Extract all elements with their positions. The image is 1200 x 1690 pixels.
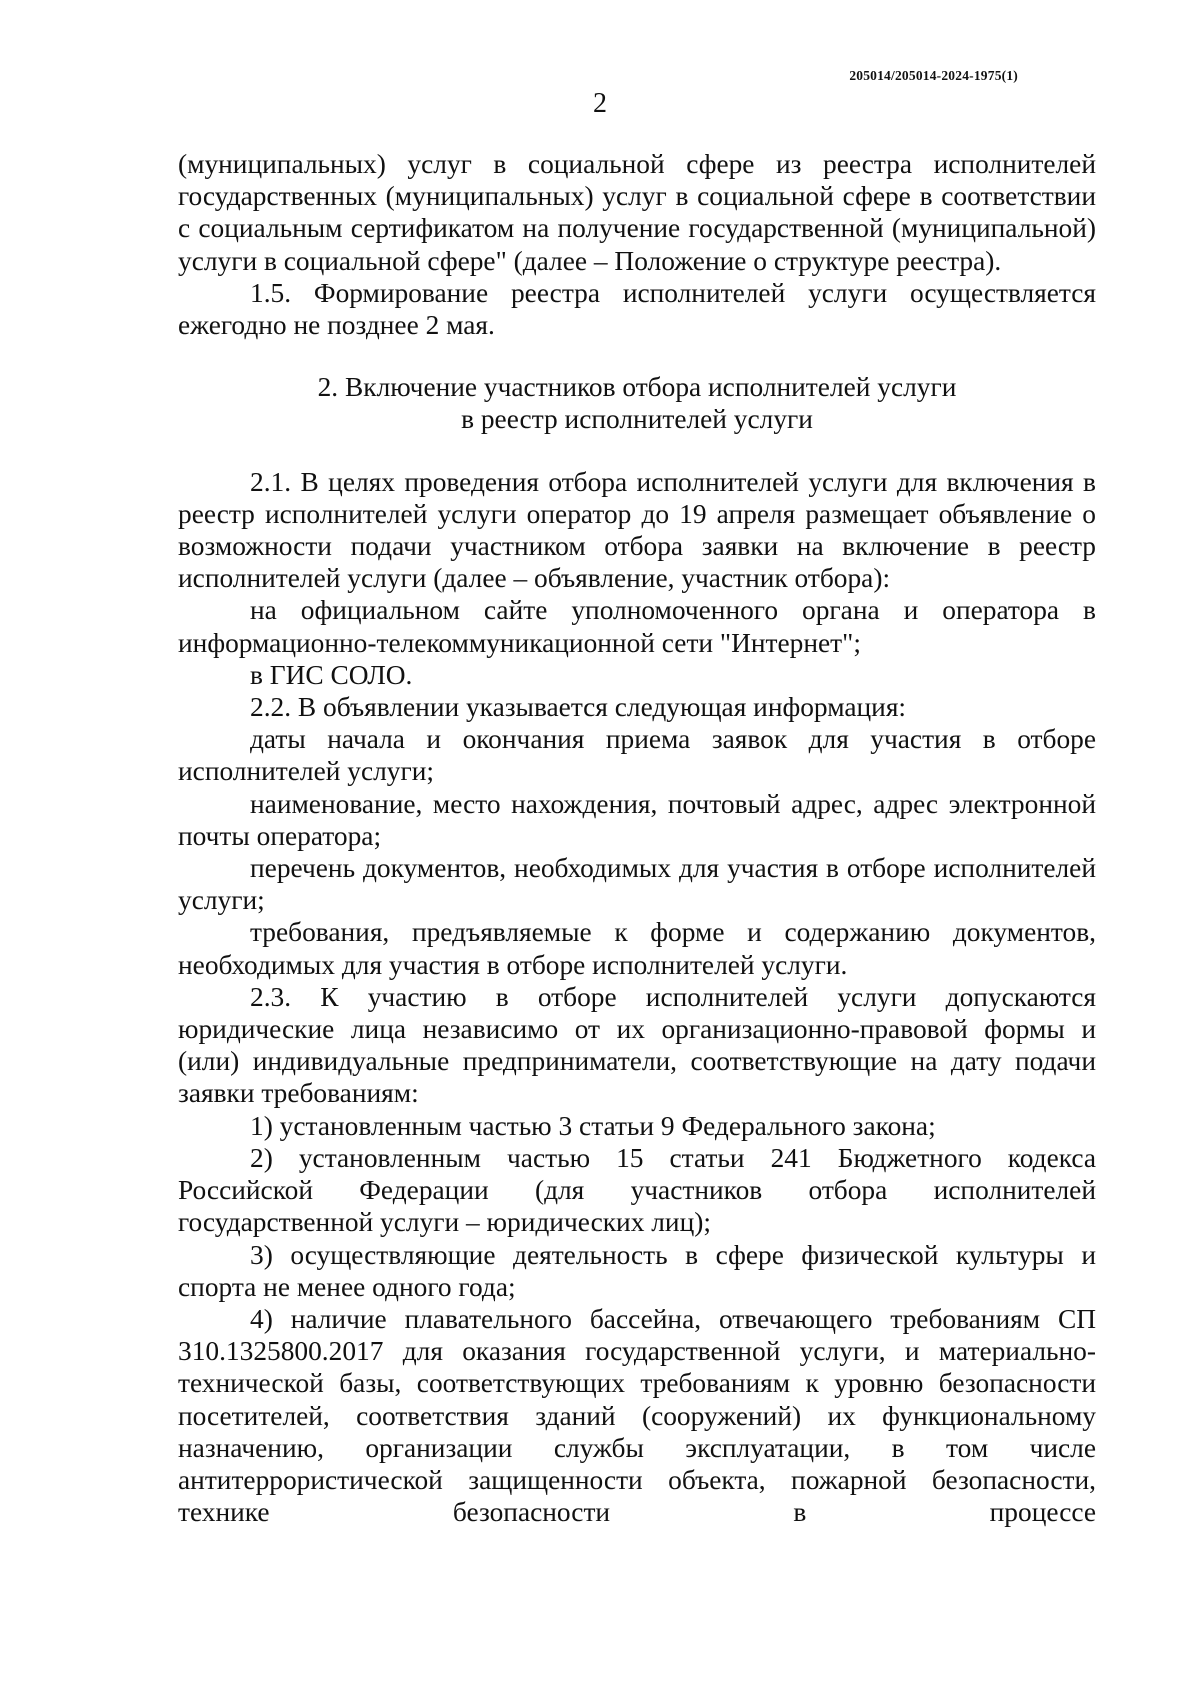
paragraph-2-3-item-3: 3) осуществляющие деятельность в сфере физической культуры и спорта не менее одного года; <box>178 1239 1096 1302</box>
section-2-heading-line-2: в реестр исполнителей услуги <box>461 404 813 435</box>
paragraph-2-3: 2.3. К участию в отборе исполнителей услуги допускаются юридические лица независимо от их организационно-правовой формы и (или) индивидуальные предприниматели, соответствующие на дату подачи заявки требованиям: <box>178 981 1096 1109</box>
paragraph-2-2-item-documents: перечень документов, необходимых для участия в отборе исполнителей услуги; <box>178 853 1096 916</box>
paragraph-2-3-item-4: 4) наличие плавательного бассейна, отвечающего требованиям СП 310.1325800.2017 для оказания государственной услуги, и материально-технической базы, соответствующих требованиям к уровню безопасности посетителей, соответствия зданий (сооружений) их функциональному назначению, организации службы эксплуатации, в том числе антитеррористической защищенности объекта, пожарной безопасности, технике безопасности в процессе <box>178 1303 1096 1528</box>
paragraph-1-5: 1.5. Формирование реестра исполнителей услуги осуществляется ежегодно не позднее 2 мая. <box>178 277 1096 341</box>
paragraph-intro: (муниципальных) услуг в социальной сфере из реестра исполнителей государственных (муниципальных) услуг в социальной сфере в соответствии с социальным сертификатом на получение государственной (муниципальной) услуги в социальной сфере" (далее – Положение о структуре реестра). <box>178 149 1096 276</box>
paragraph-2-2-item-dates: даты начала и окончания приема заявок для участия в отборе исполнителей услуги; <box>178 724 1096 787</box>
page-number: 2 <box>593 88 607 119</box>
document-id: 205014/205014-2024-1975(1) <box>849 68 1018 83</box>
section-2-heading <box>178 371 1096 435</box>
paragraph-2-1: 2.1. В целях проведения отбора исполнителей услуги для включения в реестр исполнителей услуги оператор до 19 апреля размещает объявление о возможности подачи участником отбора заявки на включение в реестр исполнителей услуги (далее – объявление, участник отбора): <box>178 466 1096 594</box>
paragraph-2-2: 2.2. В объявлении указывается следующая информация: <box>250 692 907 723</box>
section-2-heading-line-1: 2. Включение участников отбора исполнителей услуги <box>317 372 957 403</box>
paragraph-2-1-item-gis: в ГИС СОЛО. <box>250 659 413 690</box>
paragraph-2-3-item-2: 2) установленным частью 15 статьи 241 Бюджетного кодекса Российской Федерации (для участников отбора исполнителей государственной услуги – юридических лиц); <box>178 1142 1096 1238</box>
document-body <box>178 148 1096 1528</box>
paragraph-2-2-item-operator: наименование, место нахождения, почтовый адрес, адрес электронной почты оператора; <box>178 788 1096 851</box>
paragraph-2-1-item-website: на официальном сайте уполномоченного органа и оператора в информационно-телекоммуникационной сети "Интернет"; <box>178 595 1096 658</box>
paragraph-2-3-item-1: 1) установленным частью 3 статьи 9 Федерального закона; <box>250 1110 936 1141</box>
paragraph-2-2-item-requirements: требования, предъявляемые к форме и содержанию документов, необходимых для участия в отборе исполнителей услуги. <box>178 917 1096 980</box>
